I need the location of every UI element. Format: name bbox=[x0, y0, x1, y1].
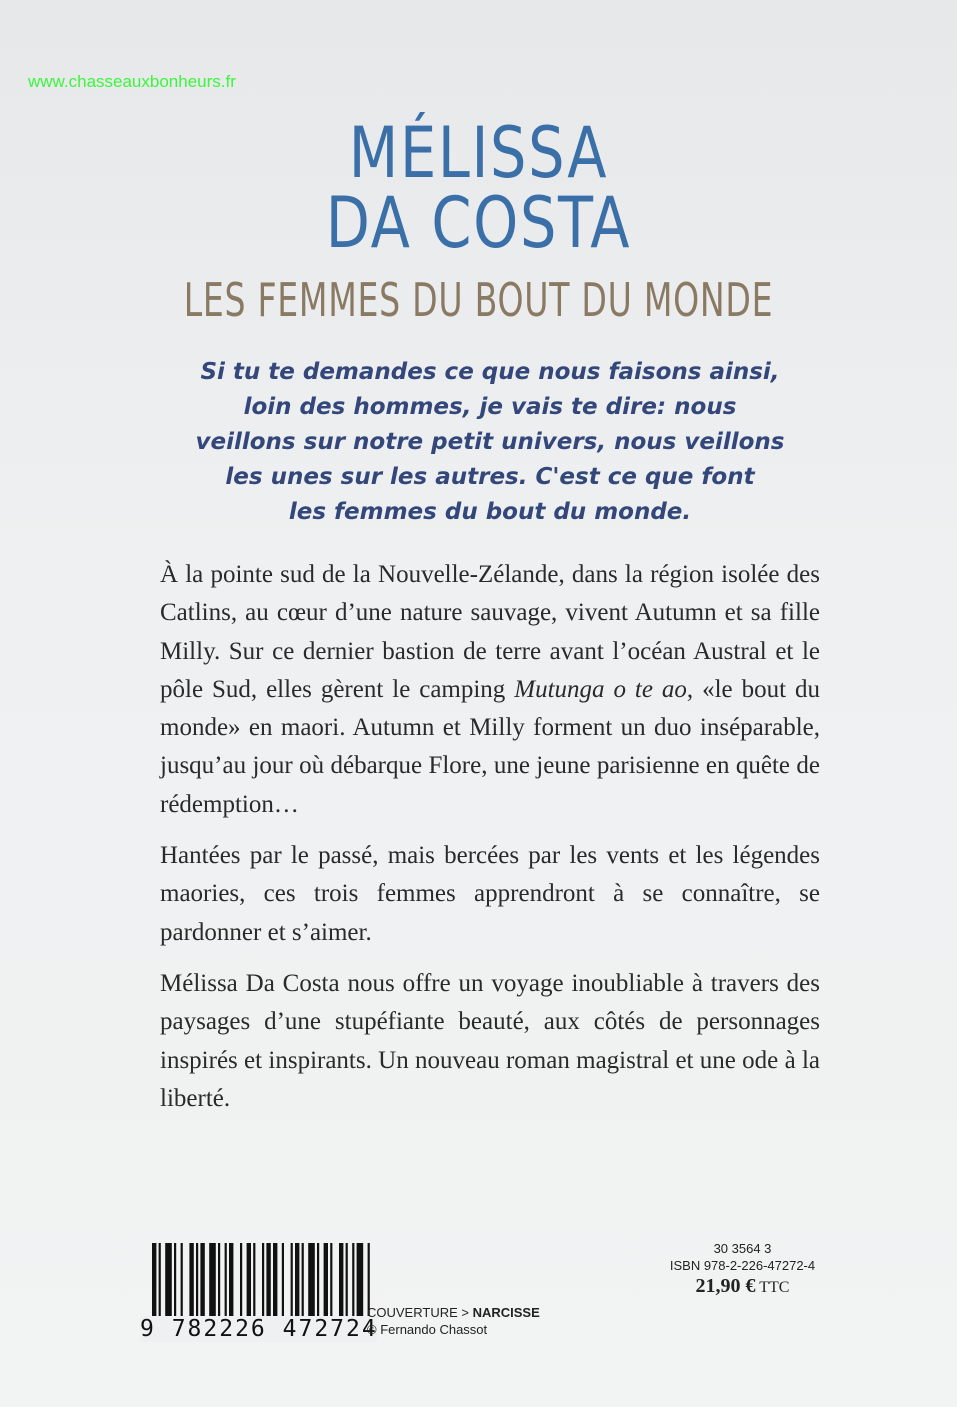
cover-label: COUVERTURE > bbox=[367, 1305, 473, 1320]
author-last-name: DA COSTA bbox=[325, 182, 632, 264]
author-first-name: MÉLISSA bbox=[348, 112, 609, 194]
quote-line: Si tu te demandes ce que nous faisons ainsi, bbox=[200, 359, 780, 385]
watermark-url: www.chasseauxbonheurs.fr bbox=[28, 72, 236, 91]
book-title: LES FEMMES DU BOUT DU MONDE bbox=[183, 273, 774, 327]
isbn: ISBN 978-2-226-47272-4 bbox=[669, 1258, 816, 1273]
cover-credit bbox=[367, 1304, 540, 1338]
quote-line: les femmes du bout du monde. bbox=[288, 499, 692, 525]
quote-line: veillons sur notre petit univers, nous veillons bbox=[195, 429, 785, 455]
camping-name: Mutunga o te ao bbox=[514, 675, 687, 703]
cover-designer: NARCISSE bbox=[472, 1305, 540, 1320]
price bbox=[650, 1275, 835, 1297]
blurb-paragraph-2: Hantées par le passé, mais bercées par les vents et les légendes maories, ces trois femmes apprendront à se connaître, se pardonner et s’aimer. bbox=[160, 842, 820, 946]
photo-credit: © Fernando Chassot bbox=[367, 1322, 488, 1337]
barcode-digits: 9 782226 472724 bbox=[140, 1316, 378, 1342]
blurb-text: À la pointe sud de la Nouvelle-Zélande, dans la région isolée des Catlins, au cœur d’une nature sauvage, vivent Autumn et sa fille Milly. Sur ce dernier bastion de terre avant l’océan Austral et le pôle Sud, elles gèrent le camping bbox=[160, 561, 820, 703]
price-ttc: TTC bbox=[755, 1279, 790, 1296]
blurb-paragraph-3: Mélissa Da Costa nous offre un voyage inoubliable à travers des paysages d’une stupéfiante beauté, aux côtés de personnages inspirés et inspirants. Un nouveau roman magistral et une ode à la liberté. bbox=[160, 969, 820, 1112]
blurb-text: , «le bout du monde» en maori. Autumn et Milly forment un duo inséparable, jusqu’au jour où débarque Flore, une jeune parisienne en quête de rédemption… bbox=[160, 675, 820, 818]
pull-quote bbox=[140, 355, 840, 530]
blurb-paragraph-1 bbox=[160, 556, 820, 824]
product-code: 30 3564 3 bbox=[713, 1241, 772, 1256]
publication-info bbox=[650, 1240, 835, 1296]
quote-line: loin des hommes, je vais te dire: nous bbox=[243, 394, 737, 420]
price-value: 21,90 € bbox=[695, 1275, 756, 1297]
blurb bbox=[160, 556, 820, 1131]
quote-line: les unes sur les autres. C'est ce que font bbox=[225, 464, 755, 490]
